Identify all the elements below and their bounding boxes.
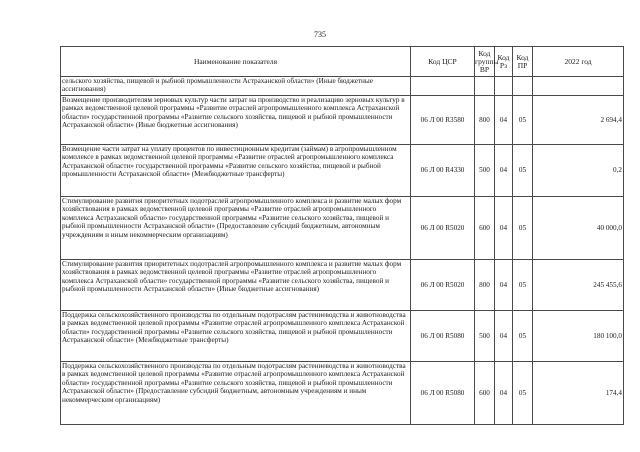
row-csr: 06 Л 00 R5080 — [411, 311, 475, 362]
row-csr: 06 Л 00 R5020 — [411, 260, 475, 311]
row-vr: 500 — [475, 311, 495, 362]
row-rz: 04 — [495, 311, 513, 362]
header-name: Наименование показателя — [61, 47, 411, 77]
row-name: Стимулирование развития приоритетных подотраслей агропромышленного комплекса и развитие малых форм хозяйствования в рамках ведомственной целевой программы «Развитие отраслей агропромышленного комплекса Астраханской области» государственной программы «Развитие сельского хозяйства, пищевой и рыбной промышленности Астраханской области» (Иные бюджетные ассигнования) — [61, 260, 411, 311]
header-csr: Код ЦСР — [411, 47, 475, 77]
row-pr: 05 — [513, 362, 533, 425]
row-vr: 600 — [475, 362, 495, 425]
page-number: 735 — [314, 30, 326, 39]
row-vr: 800 — [475, 96, 495, 145]
row-pr: 05 — [513, 260, 533, 311]
row-pr: 05 — [513, 96, 533, 145]
budget-table — [60, 46, 624, 425]
row-csr — [411, 77, 475, 96]
table-row — [61, 197, 624, 260]
row-rz: 04 — [495, 145, 513, 197]
row-rz — [495, 77, 513, 96]
table-row — [61, 77, 624, 96]
table-row — [61, 96, 624, 145]
row-vr: 600 — [475, 197, 495, 260]
row-amount: 2 694,4 — [533, 96, 624, 145]
row-csr: 06 Л 00 R4330 — [411, 145, 475, 197]
table-row — [61, 311, 624, 362]
table-row — [61, 260, 624, 311]
row-name: Возмещение части затрат на уплату процентов по инвестиционным кредитам (займам) в агропромышленном комплексе в рамках ведомственной целевой программы «Развитие отраслей агропромышленного комплекса Астраханской области» государственной программы «Развитие сельского хозяйства, пищевой и рыбной промышленности Астраханской области» (Межбюджетные трансферты) — [61, 145, 411, 197]
row-amount: 245 455,6 — [533, 260, 624, 311]
header-year: 2022 год — [533, 47, 624, 77]
row-name: Возмещение производителям зерновых культур части затрат на производство и реализацию зерновых культур в рамках ведомственной целевой программы «Развитие отраслей агропромышленного комплекса Астраханской области» государственной программы «Развитие сельского хозяйства, пищевой и рыбной промышленности Астраханской области» (Иные бюджетные ассигнования) — [61, 96, 411, 145]
row-amount: 180 100,0 — [533, 311, 624, 362]
row-rz: 04 — [495, 260, 513, 311]
row-amount — [533, 77, 624, 96]
row-csr: 06 Л 00 R5020 — [411, 197, 475, 260]
row-pr: 05 — [513, 311, 533, 362]
row-rz: 04 — [495, 96, 513, 145]
table-row — [61, 145, 624, 197]
row-csr: 06 Л 00 R3580 — [411, 96, 475, 145]
row-amount: 174,4 — [533, 362, 624, 425]
row-rz: 04 — [495, 197, 513, 260]
row-amount: 0,2 — [533, 145, 624, 197]
row-vr — [475, 77, 495, 96]
row-csr: 06 Л 00 R5080 — [411, 362, 475, 425]
row-pr — [513, 77, 533, 96]
row-name: Поддержка сельскохозяйственного производства по отдельным подотраслям растениеводства и животноводства в рамках ведомственной целевой программы «Развитие отраслей агропромышленного комплекса Астраханской области» государственной программы «Развитие сельского хозяйства, пищевой и рыбной промышленности Астраханской области» (Межбюджетные трансферты) — [61, 311, 411, 362]
row-vr: 500 — [475, 145, 495, 197]
row-name: сельского хозяйства, пищевой и рыбной промышленности Астраханской области» (Иные бюджетные ассигнования) — [61, 77, 411, 96]
table-row — [61, 362, 624, 425]
row-pr: 05 — [513, 197, 533, 260]
row-name: Стимулирование развития приоритетных подотраслей агропромышленного комплекса и развитие малых форм хозяйствования в рамках ведомственной целевой программы «Развитие отраслей агропромышленного комплекса Астраханской области» государственной программы «Развитие сельского хозяйства, пищевой и рыбной промышленности Астраханской области» (Предоставление субсидий бюджетным, автономным учреждениям и иным некоммерческим организациям) — [61, 197, 411, 260]
row-pr: 05 — [513, 145, 533, 197]
row-rz: 04 — [495, 362, 513, 425]
header-pr: Код ПР — [513, 47, 533, 77]
header-rz: Код Рз — [495, 47, 513, 77]
row-amount: 40 000,0 — [533, 197, 624, 260]
header-vr: Код группы ВР — [475, 47, 495, 77]
row-vr: 800 — [475, 260, 495, 311]
row-name: Поддержка сельскохозяйственного производства по отдельным подотраслям растениеводства и животноводства в рамках ведомственной целевой программы «Развитие отраслей агропромышленного комплекса Астраханской области» государственной программы «Развитие сельского хозяйства, пищевой и рыбной промышленности Астраханской области» (Предоставление субсидий бюджетным, автономным учреждениям и иным некоммерческим организациям) — [61, 362, 411, 425]
